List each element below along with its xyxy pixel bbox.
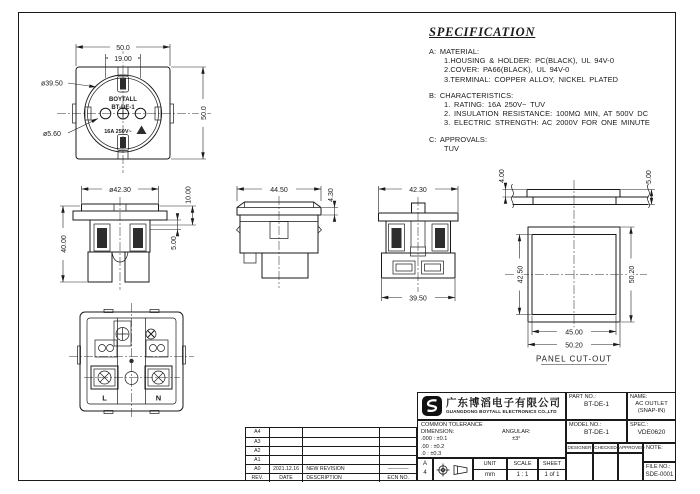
ecn-cell: ———— xyxy=(379,465,416,473)
note-label: NOTE: xyxy=(646,445,663,451)
note-cell xyxy=(643,443,676,462)
vde-triangle-mark xyxy=(137,126,147,135)
file-no-value: SDE-0001 xyxy=(645,472,674,478)
ecn-cell xyxy=(379,447,416,455)
approved-signature-cell xyxy=(618,453,643,481)
model-no-value: BT-DE-1 xyxy=(584,429,609,436)
dim-cutout-inner-height: 42.50 xyxy=(517,265,525,284)
company-name-cn: 广东博滔电子有限公司 xyxy=(446,397,561,409)
revision-row xyxy=(246,446,416,455)
dim-front-circle: ø39.50 xyxy=(41,80,63,88)
part-no-cell xyxy=(566,392,627,420)
revision-row xyxy=(246,455,416,464)
approved-header-cell xyxy=(618,443,643,453)
date-cell xyxy=(269,447,303,455)
rev-cell: A0 xyxy=(254,466,261,472)
date-cell xyxy=(269,428,303,437)
model-no-label: MODEL NO.: xyxy=(569,422,602,428)
dim-side1-step: 5.00 xyxy=(171,236,178,250)
specification-block xyxy=(429,25,675,153)
spec-section-a-heading: A: MATERIAL: xyxy=(429,47,480,56)
revision-table xyxy=(245,427,417,481)
tolerance-row: .00 : ±0.2 xyxy=(421,443,445,450)
part-no-value: BT-DE-1 xyxy=(584,401,609,408)
tolerance-cell xyxy=(417,420,566,458)
sheet-cell xyxy=(538,458,566,481)
third-angle-projection-icon xyxy=(434,460,472,480)
spec-value: VDE0620 xyxy=(637,429,666,436)
description-cell xyxy=(302,447,379,455)
file-no-label: FILE NO.: xyxy=(646,464,671,470)
file-no-cell xyxy=(643,462,676,481)
dim-cutout-outer-height: 50.20 xyxy=(629,265,636,284)
sheet-label: SHEET xyxy=(539,459,565,470)
spec-section-c-heading: C: APPROVALS: xyxy=(429,134,488,144)
dim-side3-top: 42.30 xyxy=(409,187,427,194)
spec-item: 2. INSULATION RESISTANCE: 100MΩ MIN, AT 500V DC xyxy=(444,109,649,119)
description-cell xyxy=(302,456,379,464)
designer-header-cell xyxy=(566,443,593,453)
rev-cell: A3 xyxy=(254,439,261,445)
revision-row xyxy=(246,428,416,437)
revision-header-row xyxy=(246,473,416,482)
front-rating-label: 16A 250V~ xyxy=(104,129,132,135)
spec-label: SPEC.: xyxy=(630,422,649,428)
dim-side2-flange: 4.30 xyxy=(328,188,335,202)
panel-cutout-title: PANEL CUT-OUT xyxy=(535,354,613,364)
spec-no-cell xyxy=(627,420,676,443)
angular-value: ±3° xyxy=(512,436,521,443)
date-cell xyxy=(269,456,303,464)
ecn-cell xyxy=(379,456,416,464)
front-view xyxy=(41,43,211,173)
description-cell: NEW REVISION xyxy=(302,465,379,473)
description-cell xyxy=(302,428,379,437)
paper-size-letter: A xyxy=(422,461,427,467)
dim-cutout-outer-width: 50.20 xyxy=(565,342,583,350)
unit-cell xyxy=(473,458,507,481)
dim-panel-thickness: 4.00 xyxy=(499,169,506,183)
dim-front-height: 50.0 xyxy=(201,106,208,120)
ecn-cell xyxy=(379,438,416,446)
spec-item: TUV xyxy=(444,143,460,153)
date-header: DATE xyxy=(269,474,303,482)
dim-side1-flange: 10.00 xyxy=(185,186,193,204)
company-name-en: GUANGDONG BOYTALL ELECTRONICS CO.,LTD xyxy=(446,409,557,414)
rev-cell: A2 xyxy=(254,448,261,454)
revision-row xyxy=(246,437,416,446)
description-header: DESCRIPTION xyxy=(302,474,379,482)
panel-cutout-view xyxy=(499,169,655,364)
spec-item: 3. ELECTRIC STRENGTH: AC 2000V FOR ONE MINUTE xyxy=(444,118,650,128)
spec-item: 1. RATING: 16A 250V~ TUV xyxy=(444,100,546,110)
scale-label: SCALE xyxy=(508,459,537,470)
dim-side1-height: 40.00 xyxy=(61,235,68,253)
sheet-value: 1 of 1 xyxy=(544,472,560,478)
designer-label: DESIGNER xyxy=(567,445,592,450)
date-cell: 2021.12.16 xyxy=(269,465,303,473)
tolerance-row: .000 : ±0.1 xyxy=(421,436,448,443)
name-cell xyxy=(627,392,676,420)
rev-cell: A4 xyxy=(254,429,261,435)
tolerance-row: .0 : ±0.3 xyxy=(421,450,442,457)
tolerance-dimension-label: DIMENSION: xyxy=(421,429,455,436)
dim-side2-width: 44.50 xyxy=(270,187,288,194)
spec-section-b-heading: B: CHARACTERISTICS: xyxy=(429,90,514,100)
ecn-cell xyxy=(379,428,416,437)
dim-front-pitch: 19.00 xyxy=(114,56,132,63)
part-no-label: PART NO.: xyxy=(569,394,596,400)
checked-header-cell xyxy=(593,443,618,453)
front-side-view xyxy=(237,185,339,288)
checked-label: CHECKED xyxy=(594,445,617,450)
side-view-right xyxy=(379,185,459,303)
checked-signature-cell xyxy=(593,453,618,481)
dim-side3-bottom: 39.50 xyxy=(409,295,427,303)
company-cell xyxy=(417,392,566,420)
ecn-header: ECN NO. xyxy=(379,474,416,482)
dim-front-width: 50.0 xyxy=(116,45,130,52)
revision-row xyxy=(246,464,416,473)
spec-item: 1.HOUSING & HOLDER: PC(BLACK), UL 94V-0 xyxy=(444,56,615,66)
paper-size-cell xyxy=(417,458,433,481)
rev-cell: A1 xyxy=(254,457,261,463)
front-brand-label: BOYTALL xyxy=(109,97,137,103)
unit-label: UNIT xyxy=(474,459,506,470)
name-value-line1: AC OUTLET xyxy=(635,401,668,407)
angular-label: ANGULAR: xyxy=(502,429,531,435)
back-view xyxy=(69,303,194,419)
model-no-cell xyxy=(566,420,627,443)
name-value-line2: (SNAP-IN) xyxy=(637,408,666,414)
terminal-neutral-label: N xyxy=(155,393,162,403)
dim-front-hole: ø5.60 xyxy=(43,131,61,138)
rev-header: REV. xyxy=(251,475,264,481)
scale-value: 1 : 1 xyxy=(516,472,529,478)
date-cell xyxy=(269,438,303,446)
unit-value: mm xyxy=(485,472,495,478)
dim-side1-top: ø42.30 xyxy=(109,187,131,194)
designer-signature-cell xyxy=(566,453,593,481)
company-logo-icon xyxy=(421,395,443,417)
front-model-label: BT-DE-1 xyxy=(111,105,135,111)
name-label: NAME: xyxy=(630,394,648,400)
dim-panel-depth: 5.00 xyxy=(646,170,653,184)
scale-cell xyxy=(507,458,538,481)
tolerance-title: COMMON TOLERANCE xyxy=(421,422,483,428)
spec-item: 2.COVER: PA66(BLACK), UL 94V-0 xyxy=(444,65,570,75)
approved-label: APPROVED xyxy=(619,445,645,450)
paper-size-number: 4 xyxy=(423,470,427,476)
description-cell xyxy=(302,438,379,446)
terminal-live-label: L xyxy=(102,393,107,403)
projection-symbol-cell xyxy=(433,458,473,481)
spec-item: 3.TERMINAL: COPPER ALLOY, NICKEL PLATED xyxy=(444,74,619,84)
dim-cutout-inner-width: 45.00 xyxy=(565,329,583,337)
specification-title: SPECIFICATION xyxy=(429,25,536,39)
side-view-left xyxy=(59,185,196,290)
